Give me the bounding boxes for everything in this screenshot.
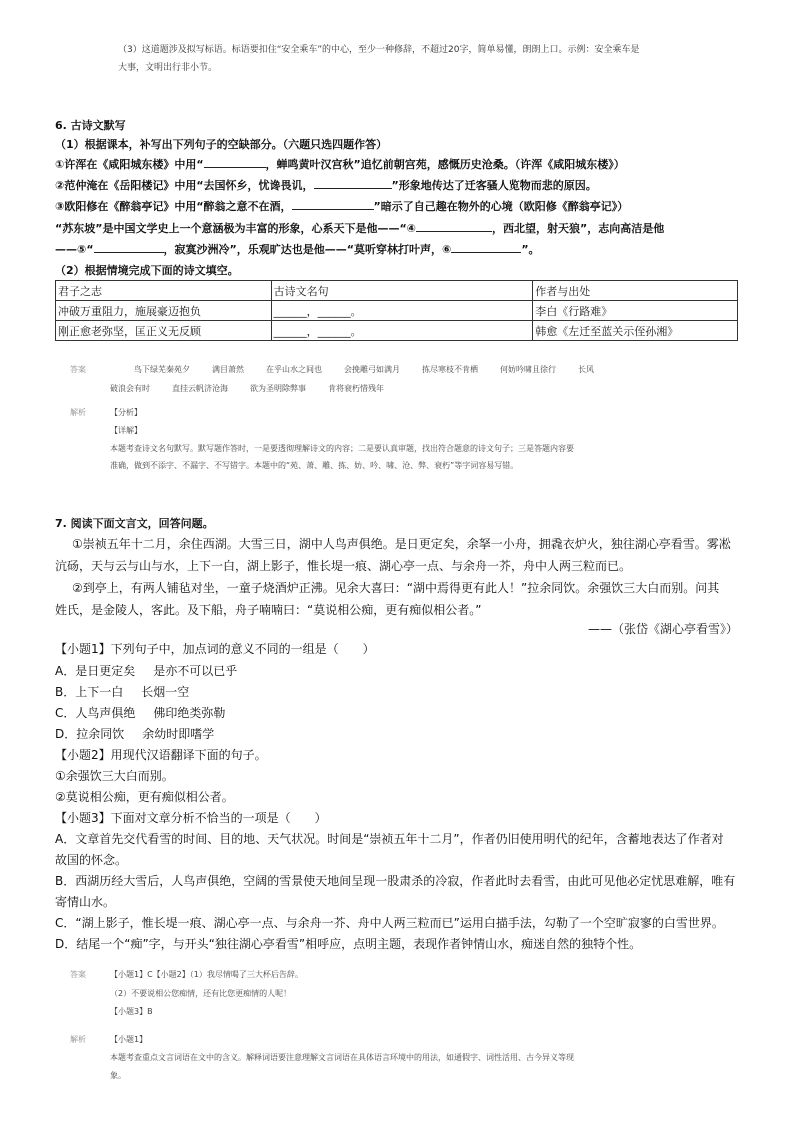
fill-blank-2[interactable]	[314, 178, 392, 189]
q7-title: 7. 阅读下面文言文，回答问题。	[55, 517, 214, 530]
table-row	[56, 321, 738, 341]
answer-item: 满目萧然	[212, 365, 244, 374]
q7-paragraph2-line1: ②到亭上，有两人铺毡对坐，一童子烧酒炉正沸。见余大喜曰：“湖中焉得更有此人！”拉余同饮。余强饮三大白而别。问其	[72, 581, 720, 595]
q7-analysis-option-a-cont: 故国的怀念。	[55, 853, 128, 867]
q7-paragraph2-line2: 姓氏，是金陵人，客此。及下船，舟子喃喃曰：“莫说相公痴，更有痴似相公者。”	[55, 603, 482, 617]
q6-line2: ②范仲淹在《岳阳楼记》中用“去国怀乡，忧谗畏讥， ”形象地传达了迁客骚人览物而悲的原因。	[55, 179, 597, 192]
q7-option-c[interactable]: C．人鸟声俱绝 佛印绝类弥勒	[55, 706, 226, 720]
answer-item: 何妨吟啸且徐行	[500, 365, 556, 374]
q6-answers-row2	[110, 383, 406, 394]
table-row	[56, 301, 738, 321]
q6-answers-row1	[134, 364, 616, 375]
fill-blank-5[interactable]	[94, 242, 164, 253]
fill-blank-6[interactable]	[451, 242, 521, 253]
q6-analysis-tag1: 【分析】	[110, 408, 142, 417]
q7-analysis-option-c[interactable]: C．“湖上影子，惟长堤一痕、湖心亭一点、与余舟一芥、舟中人两三粒而已”运用白描手法，勾勒了一个空旷寂寥的白雪世界。	[55, 916, 724, 930]
q6-analysis-tag2: 【详解】	[110, 426, 142, 435]
q7-option-d[interactable]: D．拉余同饮 余幼时即嗜学	[55, 727, 215, 741]
q6-line3: ③欧阳修在《醉翁亭记》中用“醉翁之意不在酒， ”暗示了自己趣在物外的心境（欧阳修《醉翁亭记》）	[55, 200, 629, 213]
answer-item: 拣尽寒枝不肯栖	[422, 365, 478, 374]
q7-analysis-line2: 本题考查重点文言词语在文中的含义。解释词语要注意理解文言词语在具体语言环境中的用法，如通假字、词性活用、古今异义等现	[110, 1053, 574, 1062]
q7-analysis-label: 解析	[70, 1035, 86, 1044]
q6-analysis-line1: 本题考查诗文名句默写。默写题作答时，一是要透彻理解诗文的内容；二是要认真审题，找出符合题意的诗文句子；三是答题内容要	[110, 444, 574, 453]
q6-analysis-label: 解析	[70, 408, 86, 417]
fill-blank-3[interactable]	[292, 199, 374, 210]
table-header-row	[56, 281, 738, 301]
q7-translate-1: ①余强饮三大白而别。	[55, 769, 174, 783]
table-header: 古诗文名句	[271, 281, 533, 301]
answer-item: 会挽雕弓如满月	[344, 365, 400, 374]
q7-subquestion1: 【小题1】下列句子中，加点词的意义不同的一组是（ ）	[55, 642, 375, 656]
q7-analysis-option-a[interactable]: A．文章首先交代看雪的时间、目的地、天气状况。时间是“崇祯五年十二月”，作者仍旧使用明代的纪年，含蓄地表达了作者对	[55, 832, 724, 846]
q7-answer-label: 答案	[70, 970, 86, 979]
q6-sub2: （2）根据情境完成下面的诗文填空。	[55, 264, 239, 277]
q7-option-a[interactable]: A．是日更定矣 是亦不可以已乎	[55, 664, 238, 678]
top-note-line1: （3）这道题涉及拟写标语。标语要扣住“安全乘车”的中心，至少一种修辞，不超过20字，简单易懂，朗朗上口。示例：安全乘车是	[118, 45, 640, 55]
q6-line1: ①许浑在《咸阳城东楼》中用“ ，蝉鸣黄叶汉宫秋”追忆前朝宫苑，感慨历史沧桑。（许浑《咸阳城东楼》）	[55, 158, 625, 171]
q6-title: 6. 古诗文默写	[55, 119, 126, 132]
q7-translate-2: ②莫说相公痴，更有痴似相公者。	[55, 790, 234, 804]
poem-table	[55, 280, 738, 341]
table-cell: 刚正愈老弥坚，匡正义无反顾	[56, 321, 272, 341]
q7-analysis-option-b[interactable]: B．西湖历经大雪后，人鸟声俱绝，空阔的雪景使天地间呈现一股肃杀的冷寂，作者此时去看雪，由此可见他必定忧思难解，唯有	[55, 874, 736, 888]
answer-item: 肯将衰朽惜残年	[328, 384, 384, 393]
answer-item: 长风	[578, 365, 594, 374]
q7-answer-line1: 【小题1】C【小题2】（1）我尽情喝了三大杯后告辞。	[110, 970, 303, 979]
q6-sub1: （1）根据课本，补写出下列句子的空缺部分。（六题只选四题作答）	[55, 138, 388, 151]
q7-analysis-line1: 【小题1】	[110, 1035, 148, 1044]
q7-paragraph1-line1: ①崇祯五年十二月，余住西湖。大雪三日，湖中人鸟声俱绝。是日更定矣，余拏一小舟，拥毳衣炉火，独往湖心亭看雪。雾凇	[72, 537, 731, 551]
table-cell: 韩愈《左迁至蓝关示侄孙湘》	[533, 321, 738, 341]
table-cell: 冲破万重阻力，施展豪迈抱负	[56, 301, 272, 321]
answer-item: 鸟下绿芜秦苑夕	[134, 365, 190, 374]
q7-subquestion2: 【小题2】用现代汉语翻译下面的句子。	[55, 748, 267, 762]
fill-blank-4[interactable]	[416, 221, 492, 232]
top-note-line2: 大事，文明出行非小节。	[118, 63, 218, 73]
table-header: 作者与出处	[533, 281, 738, 301]
q7-subquestion3: 【小题3】下面对文章分析不恰当的一项是（ ）	[55, 811, 327, 825]
q7-analysis-line3: 象。	[110, 1071, 126, 1080]
table-cell-blank[interactable]: ______，______。	[271, 321, 533, 341]
fill-blank-1[interactable]	[204, 157, 266, 168]
q6-line5: ——⑤“ ，寂寞沙洲冷”，乐观旷达也是他——“莫听穿林打叶声，⑥ ”。	[55, 243, 540, 256]
q6-line4: “苏东坡”是中国文学史上一个意涵极为丰富的形象，心系天下是他——“④ ，西北望，射天狼”，志向高洁是他	[55, 222, 665, 235]
q6-answer-label: 答案	[70, 365, 86, 374]
table-cell-blank[interactable]: ______，______。	[271, 301, 533, 321]
q7-analysis-option-d[interactable]: D．结尾一个“痴”字，与开头“独往湖心亭看雪”相呼应，点明主题，表现作者钟情山水，痴迷自然的独特个性。	[55, 937, 642, 951]
answer-item: 在乎山水之间也	[266, 365, 322, 374]
answer-item: 破浪会有时	[110, 384, 150, 393]
q7-source: ——（张岱《湖心亭看雪》）	[588, 622, 739, 636]
answer-item: 欲为圣明除弊事	[250, 384, 306, 393]
q7-answer-line3: 【小题3】B	[110, 1007, 153, 1016]
q7-answer-line2: （2）不要说相公您痴情，还有比您更痴情的人呢！	[110, 989, 292, 998]
q6-analysis-line2: 准确，做到不添字、不漏字、不写错字。本题中的“苑、萧、雕、拣、妨、吟、啸、沧、弊、衰朽”等字词容易写错。	[110, 461, 519, 470]
table-cell: 李白《行路难》	[533, 301, 738, 321]
q7-option-b[interactable]: B．上下一白 长烟一空	[55, 685, 190, 699]
q7-paragraph1-line2: 沆砀，天与云与山与水，上下一白，湖上影子，惟长堤一痕、湖心亭一点、与余舟一芥，舟中人两三粒而已。	[55, 559, 632, 573]
answer-item: 直挂云帆济沧海	[172, 384, 228, 393]
q7-analysis-option-b-cont: 寄情山水。	[55, 895, 116, 909]
table-header: 君子之志	[56, 281, 272, 301]
